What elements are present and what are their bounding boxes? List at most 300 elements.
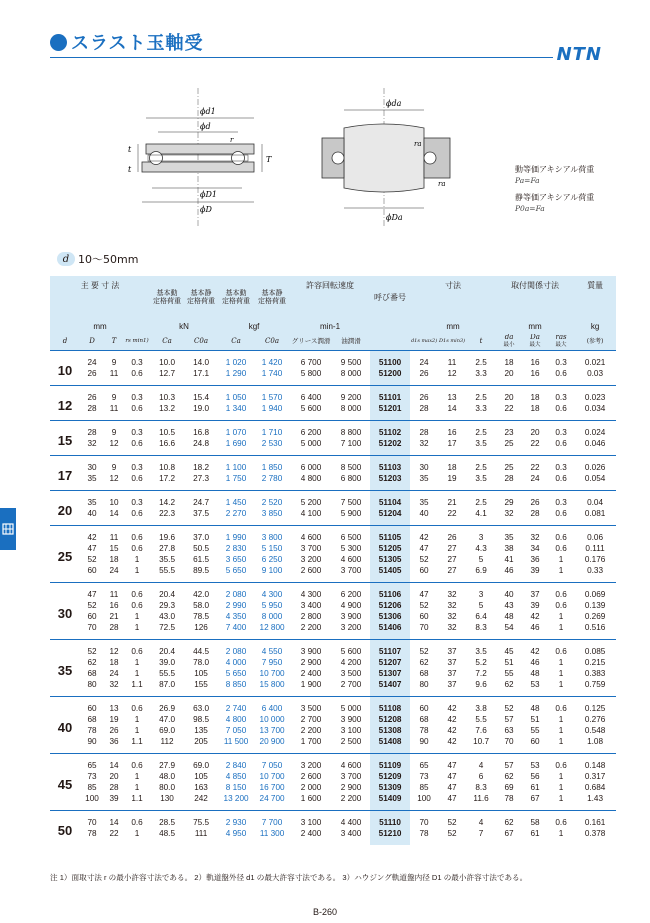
table-cell: 39 (530, 600, 540, 610)
table-cell: 0.6 (124, 525, 150, 543)
static-load-label: 静等価アキシアル荷重 (515, 193, 595, 202)
table-cell: 47 (447, 793, 457, 803)
table-cell: 56 (530, 771, 540, 781)
table-cell: 0.023 (574, 385, 616, 403)
table-cell: 1 940 (261, 403, 283, 413)
table-cell: 10 (104, 490, 124, 508)
table-cell: 3 650 (225, 554, 247, 564)
label-d1: ϕd1 (200, 107, 216, 116)
table-cell: 21 (109, 611, 119, 621)
table-cell: 0.6 (555, 473, 567, 483)
table-cell: 4 800 (225, 714, 247, 724)
table-cell: 35 (419, 473, 429, 483)
table-cell: 29.3 (159, 600, 176, 610)
table-cell: 2.5 (466, 490, 496, 508)
table-cell: 32 (438, 582, 466, 600)
table-cell: 46 (530, 622, 540, 632)
table-cell: 52 (80, 639, 104, 657)
table-cell: 0.6 (131, 438, 143, 448)
table-cell: 16 (109, 600, 119, 610)
table-row (50, 350, 616, 368)
table-cell: 48.0 (159, 771, 176, 781)
table-cell: 2 270 (225, 508, 247, 518)
table-cell: 1 100 (218, 455, 254, 473)
table-cell: 40 (496, 582, 522, 600)
table-cell: 8 150 (225, 782, 247, 792)
table-cell: 46 (504, 565, 514, 575)
table-cell: 2 900 (300, 657, 322, 667)
table-cell: 10.8 (150, 455, 184, 473)
table-cell: 4 950 (225, 828, 247, 838)
table-cell: 32 (504, 508, 514, 518)
table-cell: 5 900 (340, 508, 362, 518)
table-cell: 2.5 (466, 455, 496, 473)
table-cell: 0.684 (584, 782, 606, 792)
table-cell: 22 (447, 508, 457, 518)
table-cell: 5 000 (300, 438, 322, 448)
table-cell: 1 (558, 657, 564, 667)
table-cell: 24 700 (259, 793, 285, 803)
table-cell: 8.3 (475, 782, 487, 792)
table-cell: 47 (419, 543, 429, 553)
unit-mm-dims: mm (410, 319, 496, 334)
table-cell: 3.5 (475, 473, 487, 483)
table-cell: 73 (87, 771, 97, 781)
table-cell: 51308 (370, 725, 410, 736)
table-cell: 80.0 (159, 782, 176, 792)
table-cell: 2 000 (300, 782, 322, 792)
table-cell: 75.5 (184, 810, 218, 828)
table-cell: 1 (558, 782, 564, 792)
table-cell: 0.04 (574, 490, 616, 508)
table-cell: 1 710 (254, 420, 290, 438)
table-cell: 7 400 (225, 622, 247, 632)
table-cell: 2 200 (300, 622, 322, 632)
table-cell: 4 600 (290, 525, 332, 543)
table-cell: 51101 (370, 385, 410, 403)
table-cell: 1 (134, 554, 140, 564)
table-cell: 26.9 (150, 696, 184, 714)
dynamic-load-label: 動等価アキシアル荷重 (515, 165, 595, 174)
table-cell: 2.5 (466, 420, 496, 438)
table-cell: 19.6 (150, 525, 184, 543)
table-cell: 135 (194, 725, 208, 735)
table-cell: 0.6 (131, 543, 143, 553)
col-t: t (466, 334, 496, 350)
bore-diameter-cell: 50 (50, 810, 80, 845)
table-cell: 51203 (370, 473, 410, 491)
table-cell: 62 (496, 810, 522, 828)
table-cell: 18 (530, 403, 540, 413)
table-cell: 18 (109, 657, 119, 667)
table-cell: 6 500 (332, 525, 370, 543)
table-cell: 60 (80, 696, 104, 714)
col-ra (548, 334, 574, 350)
table-cell: 51104 (370, 490, 410, 508)
table-cell: 9.6 (475, 679, 487, 689)
table-cell: 1 (134, 714, 140, 724)
table-cell: 7 500 (332, 490, 370, 508)
table-cell: 36 (109, 736, 119, 746)
table-cell: 51408 (370, 736, 410, 754)
table-cell: 3 900 (340, 714, 362, 724)
table-cell: 55.5 (159, 565, 176, 575)
table-cell: 1 (558, 771, 564, 781)
table-cell: 0.6 (131, 368, 143, 378)
table-cell: 41 (504, 554, 514, 564)
table-cell: 1 570 (254, 385, 290, 403)
table-cell: 67 (530, 793, 540, 803)
table-cell: 51205 (370, 543, 410, 554)
table-cell: 0.054 (584, 473, 606, 483)
table-cell: 2 990 (225, 600, 247, 610)
table-cell: 16 700 (259, 782, 285, 792)
table-cell: 35 (87, 473, 97, 483)
label-T: T (266, 155, 272, 164)
table-cell: 32 (447, 622, 457, 632)
table-cell: 4 600 (332, 753, 370, 771)
table-cell: 15 800 (259, 679, 285, 689)
table-cell: 32 (109, 679, 119, 689)
table-row (50, 771, 616, 782)
table-cell: 32 (419, 438, 429, 448)
table-cell: 70 (80, 810, 104, 828)
page-number: B-260 (312, 907, 338, 917)
table-cell: 51208 (370, 714, 410, 725)
col-Ca2: Ca (218, 334, 254, 350)
table-cell: 1 (558, 736, 564, 746)
table-cell: 1 (134, 565, 140, 575)
table-cell: 48 (522, 696, 548, 714)
table-row (50, 368, 616, 386)
table-cell: 10 000 (259, 714, 285, 724)
col-da-label: da (504, 334, 514, 342)
bore-diameter-cell: 17 (50, 455, 80, 490)
hdr-speed: 許容回転速度 (290, 276, 370, 294)
table-cell: 22 (522, 455, 548, 473)
table-cell: 6 400 (290, 385, 332, 403)
table-cell: 34 (530, 543, 540, 553)
table-cell: 0.6 (124, 753, 150, 771)
table-cell: 28 (80, 420, 104, 438)
table-cell: 3 200 (290, 753, 332, 771)
table-row (50, 473, 616, 491)
table-cell: 47 (410, 582, 438, 600)
table-cell: 11 (109, 403, 119, 413)
table-cell: 5 300 (340, 543, 362, 553)
table-cell: 0.3 (124, 420, 150, 438)
table-cell: 8 500 (332, 455, 370, 473)
table-cell: 8 850 (225, 679, 247, 689)
table-row (50, 725, 616, 736)
bearing-dimension-diagram (118, 88, 278, 228)
table-cell: 48 (530, 668, 540, 678)
table-cell: 18 (522, 385, 548, 403)
table-cell: 52 (419, 600, 429, 610)
table-cell: 163 (194, 782, 208, 792)
bore-diameter-cell: 20 (50, 490, 80, 525)
table-cell: 1 (134, 828, 140, 838)
table-cell: 0.33 (587, 565, 604, 575)
table-cell: 37.0 (184, 525, 218, 543)
table-cell: 60 (419, 565, 429, 575)
table-cell: 11 (104, 582, 124, 600)
table-cell: 69.0 (184, 753, 218, 771)
title-rule (50, 57, 600, 58)
table-cell: 0.6 (131, 508, 143, 518)
table-cell: 0.139 (584, 600, 606, 610)
table-cell: 47 (447, 782, 457, 792)
table-cell: 44.5 (184, 639, 218, 657)
table-cell: 55.5 (159, 668, 176, 678)
table-cell: 24 (109, 668, 119, 678)
table-row (50, 600, 616, 611)
table-cell: 90 (87, 736, 97, 746)
col-C0a: C0a (184, 334, 218, 350)
table-cell: 42 (438, 696, 466, 714)
table-cell: 17.2 (159, 473, 176, 483)
table-cell: 53 (530, 679, 540, 689)
table-cell: 40 (87, 508, 97, 518)
table-cell: 6 700 (290, 350, 332, 368)
table-cell: 7 050 (225, 725, 247, 735)
table-cell: 72.5 (159, 622, 176, 632)
table-cell: 0.176 (584, 554, 606, 564)
col-oil: 油潤滑 (332, 334, 370, 350)
table-cell: 60 (419, 611, 429, 621)
table-cell: 35 (80, 490, 104, 508)
table-cell: 0.046 (584, 438, 606, 448)
table-cell: 51207 (370, 657, 410, 668)
table-cell: 1 (558, 611, 564, 621)
table-cell: 20.4 (150, 582, 184, 600)
table-cell: 18 (496, 350, 522, 368)
table-cell: 24 (80, 350, 104, 368)
table-cell: 37 (438, 639, 466, 657)
hdr-dyn-kgf: 基本動 定格荷重 (218, 276, 254, 319)
table-cell: 78 (87, 725, 97, 735)
table-cell: 3 200 (340, 622, 362, 632)
table-cell: 47 (438, 753, 466, 771)
mounting-diagram (318, 88, 458, 228)
table-cell: 1 850 (254, 455, 290, 473)
table-cell: 111 (194, 828, 208, 838)
table-cell: 16.6 (159, 438, 176, 448)
table-cell: 2 400 (300, 668, 322, 678)
table-cell: 51108 (370, 696, 410, 714)
table-cell: 7 050 (254, 753, 290, 771)
table-cell: 5 650 (225, 668, 247, 678)
table-cell: 3 700 (340, 771, 362, 781)
footnotes: 注 1）面取寸法 r の最小許容寸法である。 2）軌道盤外径 d1 の最大許容寸法である。 3）ハウジング軌道盤内径 D1 の最小許容寸法である。 (50, 873, 528, 882)
table-cell: 5 200 (290, 490, 332, 508)
hdr-main-dims: 主 要 寸 法 (50, 276, 150, 294)
table-cell: 51405 (370, 565, 410, 583)
table-cell: 60 (87, 611, 97, 621)
table-cell: 1 020 (218, 350, 254, 368)
table-row (50, 657, 616, 668)
table-cell: 126 (194, 622, 208, 632)
table-cell: 55 (530, 725, 540, 735)
table-cell: 7.2 (475, 668, 487, 678)
table-cell: 19.0 (193, 403, 210, 413)
table-cell: 5 (478, 554, 484, 564)
table-cell: 20 (109, 771, 119, 781)
hdr-abut: 取付関係寸法 (496, 276, 574, 294)
table-row (50, 490, 616, 508)
table-cell: 26 (87, 368, 97, 378)
table-cell: 24 (109, 565, 119, 575)
table-cell: 23 (496, 420, 522, 438)
table-cell: 28 (109, 782, 119, 792)
table-cell: 8 800 (332, 420, 370, 438)
table-cell: 11 (109, 368, 119, 378)
table-cell: 4 300 (290, 582, 332, 600)
unit-kgf: kgf (218, 319, 290, 334)
table-cell: 20 (522, 420, 548, 438)
table-cell: 52 (447, 828, 457, 838)
table-cell: 9 500 (332, 350, 370, 368)
table-cell: 10 700 (259, 668, 285, 678)
table-cell: 32 (447, 611, 457, 621)
table-cell: 1 (558, 714, 564, 724)
unit-mm: mm (50, 319, 150, 334)
table-cell: 3 850 (261, 508, 283, 518)
table-cell: 51200 (370, 368, 410, 386)
hdr-dyn-kn: 基本動 定格荷重 (150, 276, 184, 319)
table-cell: 28 (530, 508, 540, 518)
table-cell: 37 (447, 668, 457, 678)
table-cell: 0.3 (124, 490, 150, 508)
table-cell: 68 (419, 714, 429, 724)
table-cell: 2 080 (218, 582, 254, 600)
col-Da-sub: 最大 (529, 342, 541, 349)
brand-logo: NTN (553, 44, 606, 65)
table-cell: 22 (504, 403, 514, 413)
table-cell: 0.269 (584, 611, 606, 621)
table-cell: 69.0 (159, 725, 176, 735)
table-cell: 2 600 (300, 771, 322, 781)
table-cell: 2 800 (300, 611, 322, 621)
hdr-number: 呼び番号 (370, 276, 410, 319)
table-cell: 2.5 (466, 350, 496, 368)
col-mass: (参考) (574, 334, 616, 350)
table-cell: 4 850 (225, 771, 247, 781)
table-cell: 4 400 (332, 810, 370, 828)
unit-kg: kg (574, 319, 616, 334)
label-r: r (230, 136, 234, 144)
col-d1: d1s max2) (410, 334, 438, 350)
col-C0a2: C0a (254, 334, 290, 350)
table-cell: 0.024 (574, 420, 616, 438)
table-cell: 0.6 (124, 696, 150, 714)
table-cell: 16.8 (184, 420, 218, 438)
table-cell: 1 070 (218, 420, 254, 438)
table-cell: 0.6 (548, 810, 574, 828)
table-row (50, 622, 616, 640)
table-cell: 1 (134, 657, 140, 667)
table-cell: 2 400 (300, 828, 322, 838)
table-cell: 5 600 (300, 403, 322, 413)
table-cell: 14 (104, 810, 124, 828)
bore-symbol: d (57, 252, 75, 266)
table-cell: 57 (496, 753, 522, 771)
table-cell: 0.6 (131, 473, 143, 483)
label-t-top: t (128, 145, 132, 154)
table-cell: 3 400 (300, 600, 322, 610)
table-row (50, 611, 616, 622)
table-cell: 2 500 (340, 736, 362, 746)
table-cell: 4 800 (300, 473, 322, 483)
table-cell: 112 (160, 736, 174, 746)
table-cell: 32 (522, 525, 548, 543)
table-cell: 5 950 (261, 600, 283, 610)
table-cell: 3 900 (340, 611, 362, 621)
table-cell: 16 (438, 420, 466, 438)
table-row (50, 793, 616, 811)
label-da: ϕda (386, 99, 402, 108)
table-cell: 155 (194, 679, 208, 689)
table-cell: 62 (504, 771, 514, 781)
table-cell: 6 800 (340, 473, 362, 483)
table-cell: 2 700 (340, 679, 362, 689)
table-cell: 27.3 (193, 473, 210, 483)
table-cell: 24 (530, 473, 540, 483)
table-cell: 26 (438, 525, 466, 543)
table-cell: 42.0 (184, 582, 218, 600)
table-cell: 5 650 (225, 565, 247, 575)
table-cell: 57 (504, 714, 514, 724)
bore-diameter-cell: 40 (50, 696, 80, 753)
table-row (50, 403, 616, 421)
table-cell: 4 200 (340, 657, 362, 667)
table-cell: 0.03 (587, 368, 604, 378)
table-cell: 1 (134, 611, 140, 621)
page-title (50, 30, 203, 54)
table-cell: 4 600 (340, 554, 362, 564)
bore-diameter-cell: 35 (50, 639, 80, 696)
table-cell: 12 (109, 473, 119, 483)
table-cell: 2 700 (300, 714, 322, 724)
table-cell: 1 690 (225, 438, 247, 448)
table-cell: 4 (466, 810, 496, 828)
table-cell: 55 (504, 668, 514, 678)
table-cell: 63 (504, 725, 514, 735)
table-cell: 1.1 (131, 736, 143, 746)
table-cell: 35.5 (159, 554, 176, 564)
table-cell: 11 (104, 525, 124, 543)
table-cell: 20.4 (150, 639, 184, 657)
table-cell: 13 200 (223, 793, 249, 803)
table-cell: 42 (530, 611, 540, 621)
table-cell: 85 (87, 782, 97, 792)
table-cell: 7 (478, 828, 484, 838)
table-cell: 22 (109, 828, 119, 838)
table-cell: 48.5 (159, 828, 176, 838)
table-cell: 24 (410, 350, 438, 368)
table-cell: 10.5 (150, 420, 184, 438)
label-D1: ϕD1 (200, 190, 217, 199)
table-cell: 14 (104, 753, 124, 771)
table-cell: 22.3 (159, 508, 176, 518)
table-cell: 10.0 (150, 350, 184, 368)
bore-range-text: 10～50mm (78, 253, 139, 266)
table-cell: 61 (530, 782, 540, 792)
table-cell: 45 (496, 639, 522, 657)
table-cell: 3 800 (254, 525, 290, 543)
table-cell: 37 (447, 657, 457, 667)
table-cell: 51406 (370, 622, 410, 640)
